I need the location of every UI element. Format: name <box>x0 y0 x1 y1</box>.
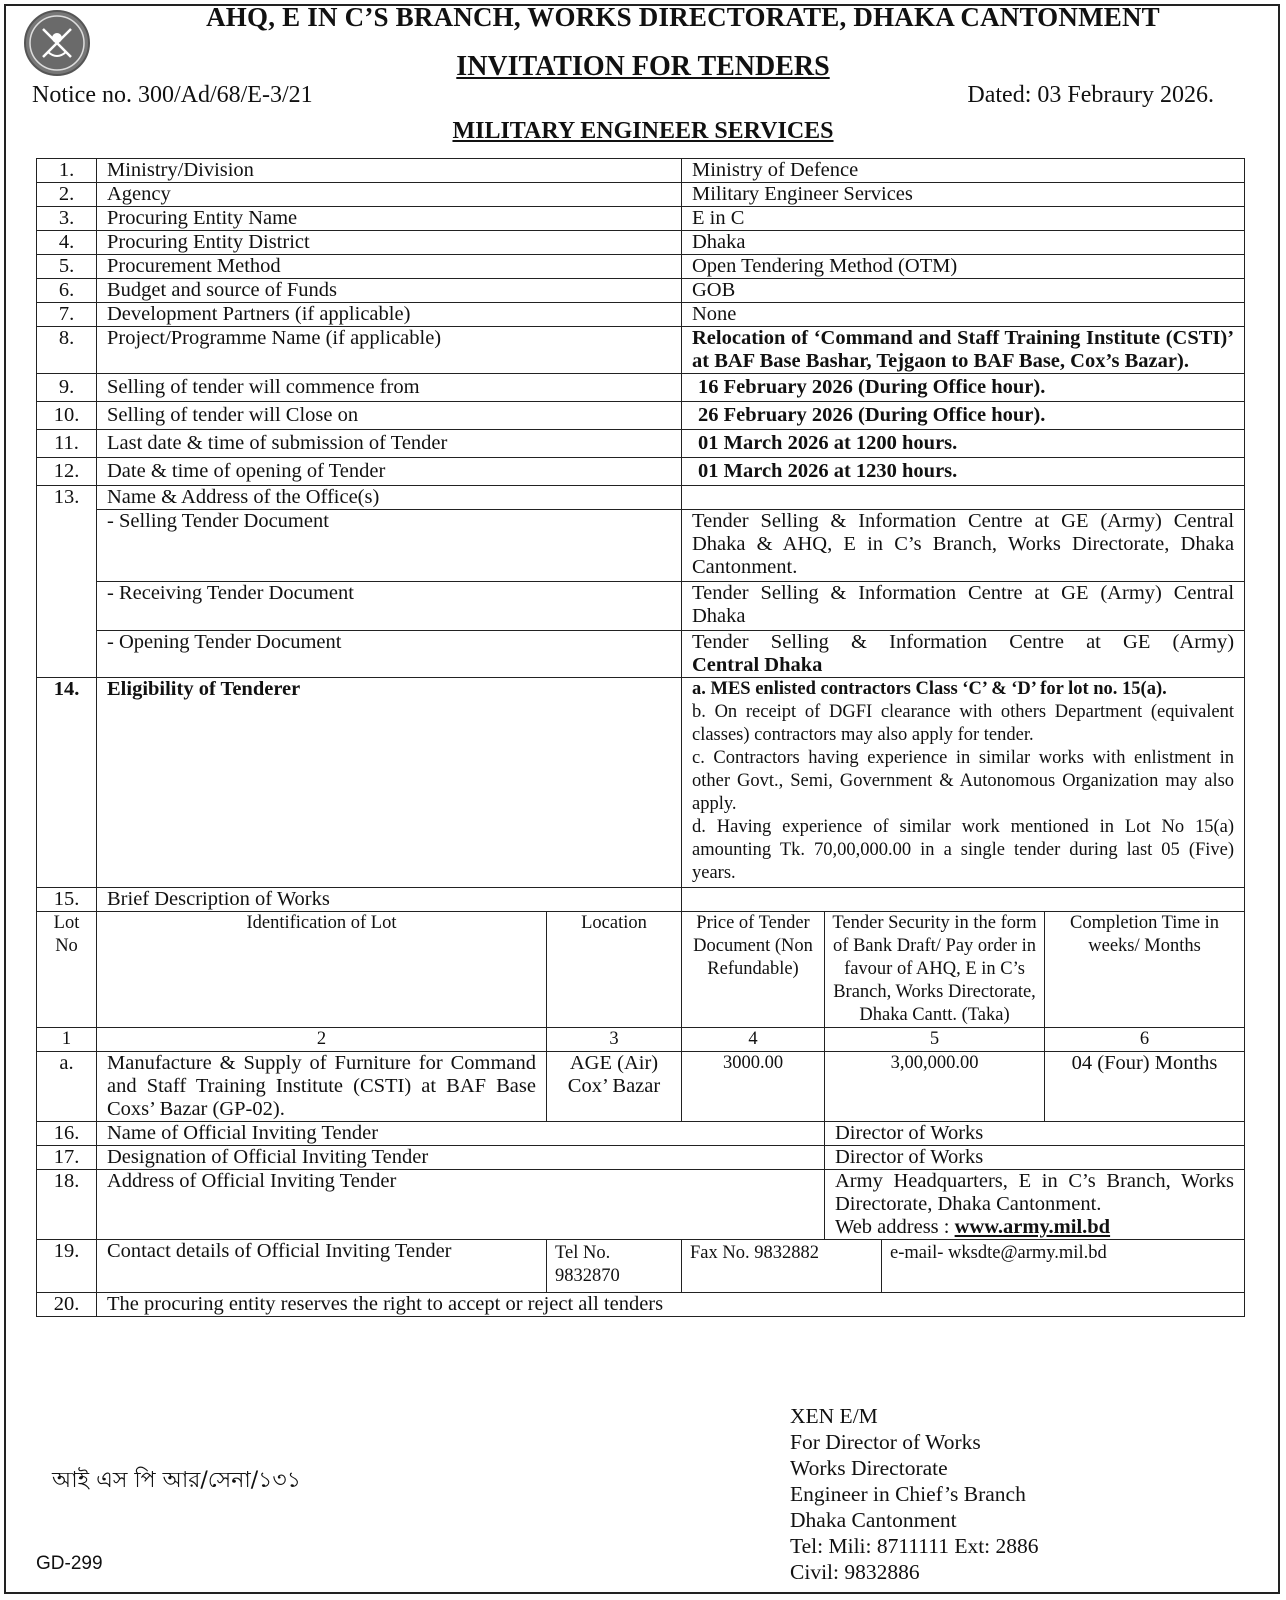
row-value <box>682 486 1245 510</box>
row-number: 14. <box>37 678 97 888</box>
row-value: 01 March 2026 at 1230 hours. <box>682 458 1245 486</box>
table-row <box>37 486 1245 510</box>
row-value <box>825 1170 1245 1240</box>
header-title: AHQ, E IN C’S BRANCH, WORKS DIRECTORATE, DHAKA CANTONMENT <box>206 2 1160 32</box>
row-value: GOB <box>682 279 1245 303</box>
row-label: Last date & time of submission of Tender <box>97 430 682 458</box>
lot-price: 3000.00 <box>682 1052 825 1122</box>
row-label: Eligibility of Tenderer <box>97 678 682 888</box>
row-value: Tender Selling & Information Centre at GE (Army) Central Dhaka & AHQ, E in C’s Branch, Works Directorate, Dhaka Cantonment. <box>682 510 1245 582</box>
opening-office-line1: Tender Selling & Information Centre at GE (Army) <box>692 631 1235 653</box>
col-header-price: Price of Tender Document (Non Refundable) <box>682 912 825 1028</box>
signature-line: Works Directorate <box>790 1456 948 1480</box>
table-row <box>37 402 1245 430</box>
row-value: Dhaka <box>682 231 1245 255</box>
row-number: 19. <box>37 1240 97 1293</box>
row-number: 17. <box>37 1146 97 1170</box>
lot-number: a. <box>37 1052 97 1122</box>
table-row <box>37 1170 1245 1240</box>
lot-completion: 04 (Four) Months <box>1045 1052 1245 1122</box>
table-row <box>37 327 1245 374</box>
table-row <box>37 183 1245 207</box>
row-number: 8. <box>37 327 97 374</box>
lot-header-row <box>37 912 1245 1028</box>
table-row <box>37 631 1245 678</box>
row-value: Open Tendering Method (OTM) <box>682 255 1245 279</box>
signature-line: Tel: Mili: 8711111 Ext: 2886 <box>790 1534 1039 1558</box>
eligibility-c: c. Contractors having experience in similar works with enlistment in other Govt., Semi, Government & Autonomous Organization may also apply. <box>692 748 1235 814</box>
table-row <box>37 458 1245 486</box>
header-subtitle: INVITATION FOR TENDERS <box>456 51 830 82</box>
signature-line: Civil: 9832886 <box>790 1560 920 1584</box>
table-row <box>37 678 1245 888</box>
table-row <box>37 582 1245 631</box>
column-number-row <box>37 1028 1245 1052</box>
address-text: Army Headquarters, E in C’s Branch, Works Directorate, Dhaka Cantonment. <box>835 1170 1235 1215</box>
row-label: Selling of tender will Close on <box>97 402 682 430</box>
row-number: 9. <box>37 374 97 402</box>
col-header-location: Location <box>547 912 682 1028</box>
row-number: 13. <box>37 486 97 510</box>
lot-row <box>37 1052 1245 1122</box>
row-label: - Receiving Tender Document <box>97 582 682 631</box>
col-number: 6 <box>1045 1028 1245 1052</box>
table-row <box>37 1146 1245 1170</box>
table-row <box>37 1240 1245 1293</box>
row-label: Budget and source of Funds <box>97 279 682 303</box>
signature-line: For Director of Works <box>790 1430 981 1454</box>
row-number: 3. <box>37 207 97 231</box>
row-label: Procurement Method <box>97 255 682 279</box>
row-number: 11. <box>37 430 97 458</box>
signature-line: Dhaka Cantonment <box>790 1508 957 1532</box>
col-number: 2 <box>97 1028 547 1052</box>
row-number: 12. <box>37 458 97 486</box>
row-value: 26 February 2026 (During Office hour). <box>682 402 1245 430</box>
row-number: 16. <box>37 1122 97 1146</box>
row-label: Brief Description of Works <box>97 888 682 912</box>
table-row <box>37 1122 1245 1146</box>
eligibility-d: d. Having experience of similar work mentioned in Lot No 15(a) amounting Tk. 70,00,000.00 in a single tender during last 05 (Five) years. <box>692 817 1235 883</box>
table-row <box>37 430 1245 458</box>
notice-date: Dated: 03 Febraury 2026. <box>967 82 1214 108</box>
row-label: Procuring Entity District <box>97 231 682 255</box>
eligibility-list <box>682 678 1245 888</box>
row-number: 7. <box>37 303 97 327</box>
row-value: Director of Works <box>825 1122 1245 1146</box>
row-value: E in C <box>682 207 1245 231</box>
col-number: 4 <box>682 1028 825 1052</box>
ispr-code: আই এস পি আর/সেনা/১৩১ <box>52 1468 301 1493</box>
table-row <box>37 1293 1245 1317</box>
row-label: - Selling Tender Document <box>97 510 682 582</box>
tender-table <box>36 158 1245 1317</box>
col-number: 3 <box>547 1028 682 1052</box>
col-header-completion: Completion Time in weeks/ Months <box>1045 912 1245 1028</box>
gd-number: GD-299 <box>36 1553 103 1574</box>
row-number: 15. <box>37 888 97 912</box>
row-value <box>682 631 1245 678</box>
col-header-lot: Lot No <box>37 912 97 1028</box>
table-row <box>37 374 1245 402</box>
signature-line: Engineer in Chief’s Branch <box>790 1482 1026 1506</box>
contact-fax: Fax No. 9832882 <box>682 1240 882 1293</box>
row-label: Designation of Official Inviting Tender <box>97 1146 825 1170</box>
lot-identification: Manufacture & Supply of Furniture for Command and Staff Training Institute (CSTI) at BAF Base Coxs’ Bazar (GP-02). <box>97 1052 547 1122</box>
row-value: Tender Selling & Information Centre at GE (Army) Central Dhaka <box>682 582 1245 631</box>
lot-location: AGE (Air) Cox’ Bazar <box>547 1052 682 1122</box>
row-label: Name of Official Inviting Tender <box>97 1122 825 1146</box>
row-label: Development Partners (if applicable) <box>97 303 682 327</box>
eligibility-a: a. MES enlisted contractors Class ‘C’ & ‘D’ for lot no. 15(a). <box>692 679 1167 699</box>
row-value: 01 March 2026 at 1200 hours. <box>682 430 1245 458</box>
table-row <box>37 231 1245 255</box>
row-label: Name & Address of the Office(s) <box>97 486 682 510</box>
signature-block <box>790 1403 1039 1585</box>
row-number: 18. <box>37 1170 97 1240</box>
row-value: Relocation of ‘Command and Staff Training Institute (CSTI)’ at BAF Base Bashar, Tejgaon to BAF Base, Cox’s Bazar). <box>682 327 1245 374</box>
notice-number: Notice no. 300/Ad/68/E-3/21 <box>32 82 313 108</box>
row-number: 1. <box>37 159 97 183</box>
row-label: Agency <box>97 183 682 207</box>
row-label: Date & time of opening of Tender <box>97 458 682 486</box>
table-row <box>37 255 1245 279</box>
row-label: Selling of tender will commence from <box>97 374 682 402</box>
row-value: None <box>682 303 1245 327</box>
signature-line: XEN E/M <box>790 1404 878 1428</box>
row-number: 4. <box>37 231 97 255</box>
table-row <box>37 279 1245 303</box>
row-label: Address of Official Inviting Tender <box>97 1170 825 1240</box>
row-number: 20. <box>37 1293 97 1317</box>
row-value: Military Engineer Services <box>682 183 1245 207</box>
row-value: Director of Works <box>825 1146 1245 1170</box>
web-address-link[interactable]: www.army.mil.bd <box>954 1216 1111 1238</box>
table-row <box>37 303 1245 327</box>
row-number: 5. <box>37 255 97 279</box>
row-label: Ministry/Division <box>97 159 682 183</box>
row-number: 6. <box>37 279 97 303</box>
eligibility-b: b. On receipt of DGFI clearance with others Department (equivalent classes) contractors may also apply for tender. <box>692 702 1235 745</box>
row-value: Ministry of Defence <box>682 159 1245 183</box>
col-number: 5 <box>825 1028 1045 1052</box>
col-header-identification: Identification of Lot <box>97 912 547 1028</box>
lot-security: 3,00,000.00 <box>825 1052 1045 1122</box>
row-label: Contact details of Official Inviting Tender <box>97 1240 547 1293</box>
row-number: 2. <box>37 183 97 207</box>
contact-tel: Tel No. 9832870 <box>547 1240 682 1293</box>
contact-email[interactable]: e-mail- wksdte@army.mil.bd <box>882 1240 1245 1293</box>
row-label: Project/Programme Name (if applicable) <box>97 327 682 374</box>
section-title: MILITARY ENGINEER SERVICES <box>452 118 834 144</box>
opening-office-line2: Central Dhaka <box>692 654 823 676</box>
row-value: 16 February 2026 (During Office hour). <box>682 374 1245 402</box>
web-address-label: Web address : <box>835 1216 955 1238</box>
row-label: Procuring Entity Name <box>97 207 682 231</box>
table-row <box>37 510 1245 582</box>
row-label: The procuring entity reserves the right to accept or reject all tenders <box>97 1293 1245 1317</box>
table-row <box>37 159 1245 183</box>
table-row <box>37 888 1245 912</box>
row-number: 10. <box>37 402 97 430</box>
web-address <box>835 1216 1234 1239</box>
col-header-security: Tender Security in the form of Bank Draft/ Pay order in favour of AHQ, E in C’s Branch, Works Directorate, Dhaka Cantt. (Taka) <box>825 912 1045 1028</box>
col-number: 1 <box>37 1028 97 1052</box>
table-row <box>37 207 1245 231</box>
row-label: - Opening Tender Document <box>97 631 682 678</box>
